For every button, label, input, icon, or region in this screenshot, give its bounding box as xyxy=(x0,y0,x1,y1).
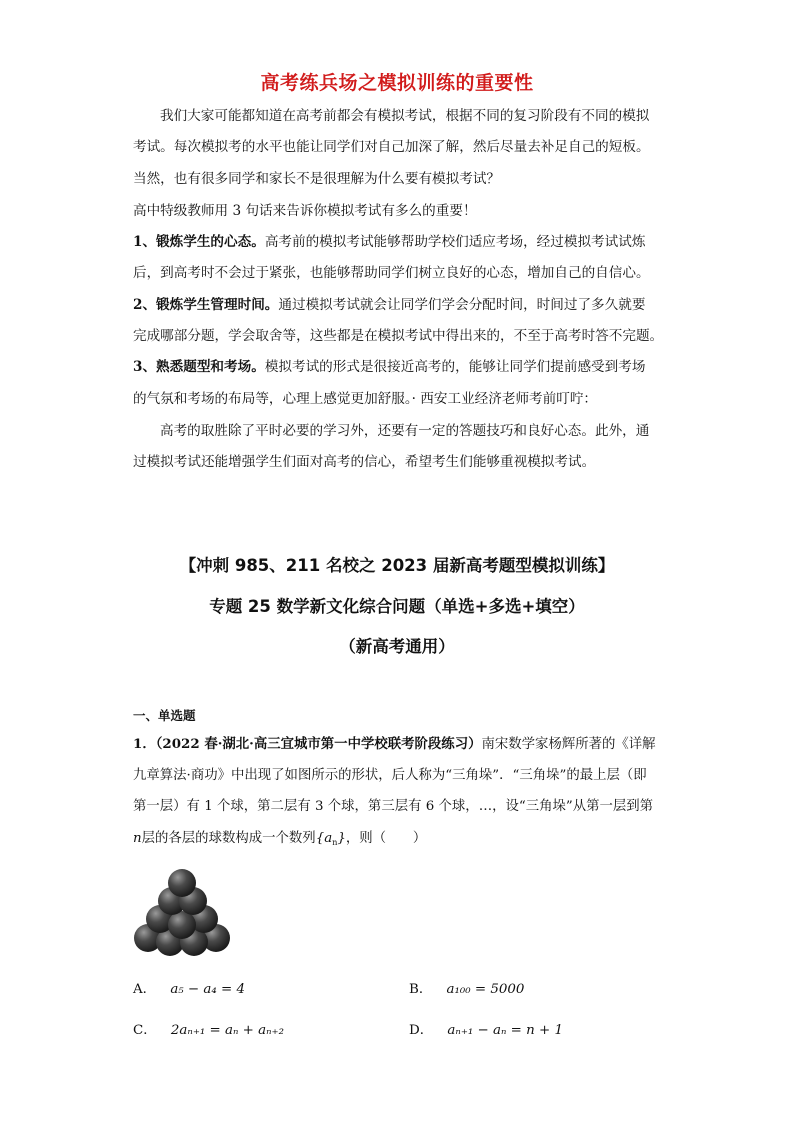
point-2-heading: 2、锻炼学生管理时间。 xyxy=(133,297,279,313)
article-title: 高考练兵场之模拟训练的重要性 xyxy=(260,72,534,94)
exam-header-line-1: 【冲刺 985、211 名校之 2023 届新高考题型模拟训练】 xyxy=(179,556,615,575)
article-paragraph-line: 当然，也有很多同学和家长不是很理解为什么要有模拟考试？ xyxy=(133,171,501,187)
option-d-expression: aₙ₊₁ − aₙ = n + 1 xyxy=(447,1023,564,1038)
point-3-line xyxy=(133,357,645,377)
article-paragraph-line: 我们大家可能都知道在高考前都会有模拟考试，根据不同的复习阶段有不同的模拟 xyxy=(160,108,650,124)
triangular-ball-pile-figure xyxy=(130,868,235,958)
variable-n: n xyxy=(133,831,142,846)
point-1-line xyxy=(133,232,645,252)
exam-header-line-2: 专题 25 数学新文化综合问题（单选+多选+填空） xyxy=(209,597,585,616)
point-1-text: 高考前的模拟考试能够帮助学校们适应考场，经过模拟考试试炼 xyxy=(264,234,646,250)
point-1-heading: 1、锻炼学生的心态。 xyxy=(133,234,265,250)
question-source: （2022 春·湖北·高三宜城市第一中学校联考阶段练习） xyxy=(155,736,482,752)
article-paragraph-line: 高中特级教师用 3 句话来告诉你模拟考试有多么的重要！ xyxy=(133,203,477,219)
option-b-expression: a₁₀₀ = 5000 xyxy=(446,982,525,997)
sequence-notation: $\{a_n\}$ xyxy=(315,831,346,847)
question-1-line-2: 九章算法·商功》中出现了如图所示的形状，后人称为“三角垛”．“三角垛”的最上层（即 xyxy=(133,768,647,783)
exam-header-line-3: （新高考通用） xyxy=(339,637,455,656)
question-number: 1． xyxy=(133,736,156,752)
point-2-line xyxy=(133,295,645,315)
point-2-text: 通过模拟考试就会让同学们学会分配时间，时间过了多久就要 xyxy=(278,297,646,313)
option-d[interactable] xyxy=(409,1019,563,1038)
point-3-continuation: 的气氛和考场的布局等，心理上感觉更加舒服。· 西安工业经济老师考前叮咛： xyxy=(133,391,598,407)
point-3-text: 模拟考试的形式是很接近高考的，能够让同学们提前感受到考场 xyxy=(264,359,646,375)
question-text: 南宋数学家杨辉所著的《详解 xyxy=(481,737,656,752)
option-b-label: B． xyxy=(409,982,433,997)
question-1-line-4 xyxy=(133,829,426,853)
closing-line: 高考的取胜除了平时必要的学习外，还要有一定的答题技巧和良好心态。此外，通 xyxy=(160,423,650,439)
question-text: ，则（ ） xyxy=(345,831,427,846)
option-a-expression: a₅ − a₄ = 4 xyxy=(170,982,246,997)
option-d-label: D． xyxy=(409,1023,434,1038)
option-c-expression: 2aₙ₊₁ = aₙ + aₙ₊₂ xyxy=(170,1023,284,1038)
question-text: 层的各层的球数构成一个数列 xyxy=(141,831,316,846)
option-a-label: A． xyxy=(133,982,157,997)
closing-line: 过模拟考试还能增强学生们面对高考的信心，希望考生们能够重视模拟考试。 xyxy=(133,454,596,470)
option-a[interactable] xyxy=(133,978,245,997)
option-c[interactable] xyxy=(133,1019,284,1038)
section-heading: 一、单选题 xyxy=(133,708,196,723)
point-1-continuation: 后，到高考时不会过于紧张，也能够帮助同学们树立良好的心态，增加自己的自信心。 xyxy=(133,265,650,281)
option-b[interactable] xyxy=(409,978,524,997)
article-paragraph-line: 考试。每次模拟考的水平也能让同学们对自己加深了解，然后尽量去补足自己的短板。 xyxy=(133,139,650,155)
point-3-heading: 3、熟悉题型和考场。 xyxy=(133,359,265,375)
question-1-line-3: 第一层）有 1 个球，第二层有 3 个球，第三层有 6 个球，…，设“三角垛”从第一层到第 xyxy=(133,799,654,814)
question-1-line-1 xyxy=(133,734,656,755)
option-c-label: C． xyxy=(133,1023,157,1038)
point-2-continuation: 完成哪部分题，学会取舍等，这些都是在模拟考试中得出来的，不至于高考时答不完题。 xyxy=(133,328,664,344)
